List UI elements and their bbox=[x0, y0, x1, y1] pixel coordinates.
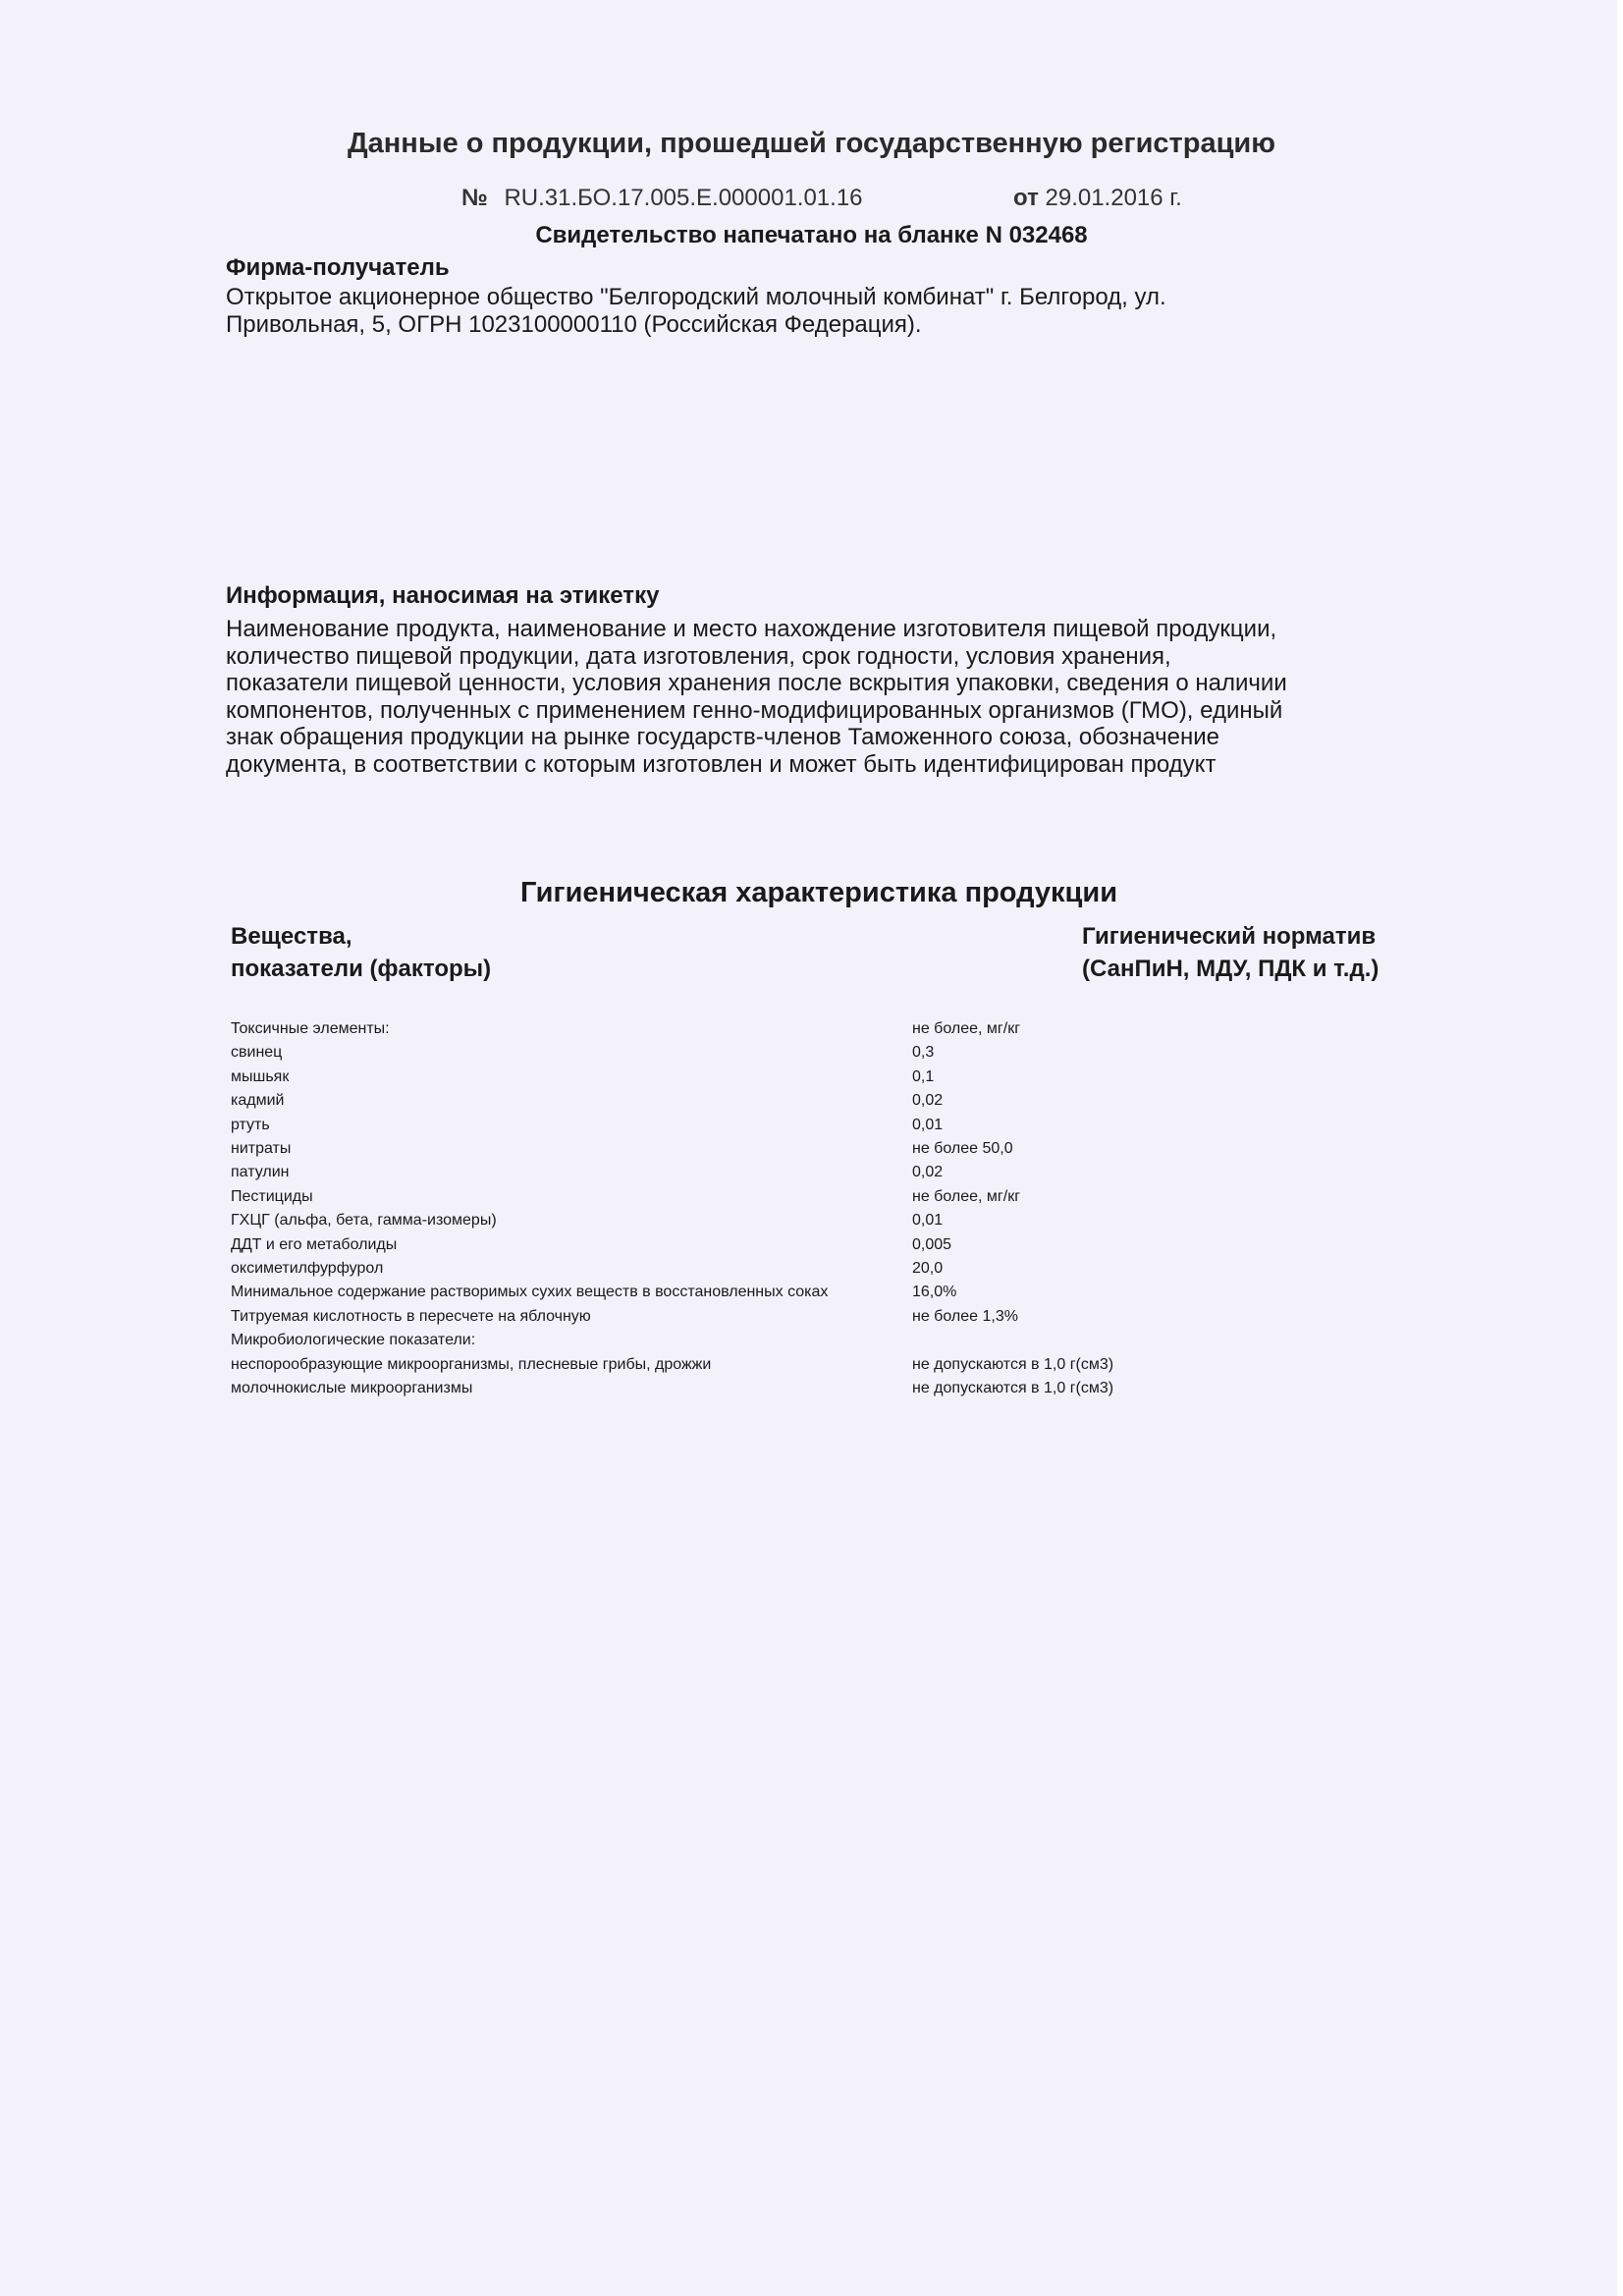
table-row bbox=[231, 1353, 1213, 1377]
label-info-line: компонентов, полученных с применением генно-модифицированных организмов (ГМО), единый bbox=[226, 696, 1283, 724]
table-row bbox=[231, 1233, 1213, 1257]
substance-name: ГХЦГ (альфа, бета, гамма-изомеры) bbox=[231, 1212, 497, 1230]
substance-name: ртуть bbox=[231, 1116, 270, 1133]
column-header-substances bbox=[231, 920, 491, 985]
column-header-line: показатели (факторы) bbox=[231, 956, 492, 982]
substance-name: мышьяк bbox=[231, 1067, 290, 1085]
table-row bbox=[231, 1377, 1213, 1400]
label-info-heading: Информация, наносимая на этикетку bbox=[226, 582, 660, 609]
column-header-line: Гигиенический норматив bbox=[1082, 923, 1377, 950]
substance-name: оксиметилфурфурол bbox=[231, 1260, 384, 1278]
substance-name: Минимальное содержание растворимых сухих веществ в восстановленных соках bbox=[231, 1284, 829, 1301]
norm-value: не допускаются в 1,0 г(см3) bbox=[912, 1380, 1114, 1397]
substance-name: кадмий bbox=[231, 1092, 285, 1110]
table-row bbox=[231, 1209, 1213, 1232]
substance-name: Пестициды bbox=[231, 1187, 313, 1205]
norm-value: 0,01 bbox=[912, 1212, 944, 1230]
label-info-text bbox=[226, 616, 1287, 778]
norm-value: 0,01 bbox=[912, 1116, 944, 1133]
label-info-line: документа, в соответствии с которым изготовлен и может быть идентифицирован продукт bbox=[226, 750, 1217, 778]
recipient-line: Привольная, 5, ОГРН 1023100000110 (Российская Федерация). bbox=[226, 310, 922, 338]
label-info-line: показатели пищевой ценности, условия хранения после вскрытия упаковки, сведения о наличии bbox=[226, 670, 1287, 696]
substance-name: патулин bbox=[231, 1164, 290, 1181]
norm-value bbox=[912, 1329, 1213, 1352]
label-info-line: Наименование продукта, наименование и место нахождение изготовителя пищевой продукции, bbox=[226, 616, 1277, 642]
recipient-heading: Фирма-получатель bbox=[226, 254, 450, 281]
label-info-line: количество пищевой продукции, дата изготовления, срок годности, условия хранения, bbox=[226, 642, 1171, 670]
page-edge bbox=[1617, 0, 1623, 2296]
norm-value: 16,0% bbox=[912, 1284, 957, 1301]
table-row bbox=[231, 1161, 1213, 1184]
substance-name: неспорообразующие микроорганизмы, плесневые грибы, дрожжи bbox=[231, 1355, 712, 1373]
table-row bbox=[231, 1114, 1213, 1137]
norm-value: 0,3 bbox=[912, 1044, 935, 1062]
number-value: RU.31.БО.17.005.Е.000001.01.16 bbox=[504, 185, 863, 211]
recipient-text bbox=[226, 284, 1166, 338]
substance-name: Токсичные элементы: bbox=[231, 1020, 390, 1037]
hygiene-title: Гигиеническая характеристика продукции bbox=[519, 877, 1118, 908]
blank-note: Свидетельство напечатано на бланке N 032468 bbox=[535, 222, 1088, 248]
hygiene-table bbox=[231, 1017, 1213, 1401]
table-row bbox=[231, 1281, 1213, 1304]
recipient-line: Открытое акционерное общество "Белгородский молочный комбинат" г. Белгород, ул. bbox=[226, 284, 1166, 310]
column-header-norm bbox=[1082, 920, 1379, 985]
date-label: от bbox=[1013, 185, 1039, 211]
norm-value: не допускаются в 1,0 г(см3) bbox=[912, 1355, 1114, 1373]
registration-number bbox=[461, 185, 863, 212]
substance-name: молочнокислые микроорганизмы bbox=[231, 1380, 473, 1397]
registration-date bbox=[1013, 185, 1182, 212]
table-row bbox=[231, 1017, 1213, 1041]
norm-value: 0,1 bbox=[912, 1067, 935, 1085]
substance-name: ДДТ и его метаболиды bbox=[231, 1235, 398, 1253]
substance-name: нитраты bbox=[231, 1140, 292, 1158]
table-row bbox=[231, 1137, 1213, 1161]
norm-value: не более 1,3% bbox=[912, 1307, 1018, 1325]
norm-value: 20,0 bbox=[912, 1260, 944, 1278]
table-row bbox=[231, 1041, 1213, 1065]
norm-value: 0,02 bbox=[912, 1164, 944, 1181]
table-row bbox=[231, 1305, 1213, 1329]
table-row bbox=[231, 1066, 1213, 1089]
label-info-line: знак обращения продукции на рынке государств-членов Таможенного союза, обозначение bbox=[226, 724, 1220, 750]
table-row bbox=[231, 1329, 1213, 1352]
substance-name: свинец bbox=[231, 1044, 283, 1062]
substance-name: Титруемая кислотность в пересчете на яблочную bbox=[231, 1307, 591, 1325]
norm-value: 0,02 bbox=[912, 1092, 944, 1110]
substance-name: Микробиологические показатели: bbox=[231, 1332, 476, 1349]
document-title: Данные о продукции, прошедшей государственную регистрацию bbox=[348, 128, 1275, 159]
norm-value: 0,005 bbox=[912, 1235, 952, 1253]
table-row bbox=[231, 1185, 1213, 1209]
column-header-line: Вещества, bbox=[231, 923, 352, 950]
table-row bbox=[231, 1089, 1213, 1113]
date-value: 29.01.2016 г. bbox=[1045, 185, 1182, 211]
table-row bbox=[231, 1257, 1213, 1281]
norm-value: не более, мг/кг bbox=[912, 1187, 1021, 1205]
column-header-line: (СанПиН, МДУ, ПДК и т.д.) bbox=[1082, 956, 1380, 982]
norm-value: не более, мг/кг bbox=[912, 1020, 1021, 1037]
number-label: № bbox=[461, 185, 488, 211]
norm-value: не более 50,0 bbox=[912, 1140, 1013, 1158]
